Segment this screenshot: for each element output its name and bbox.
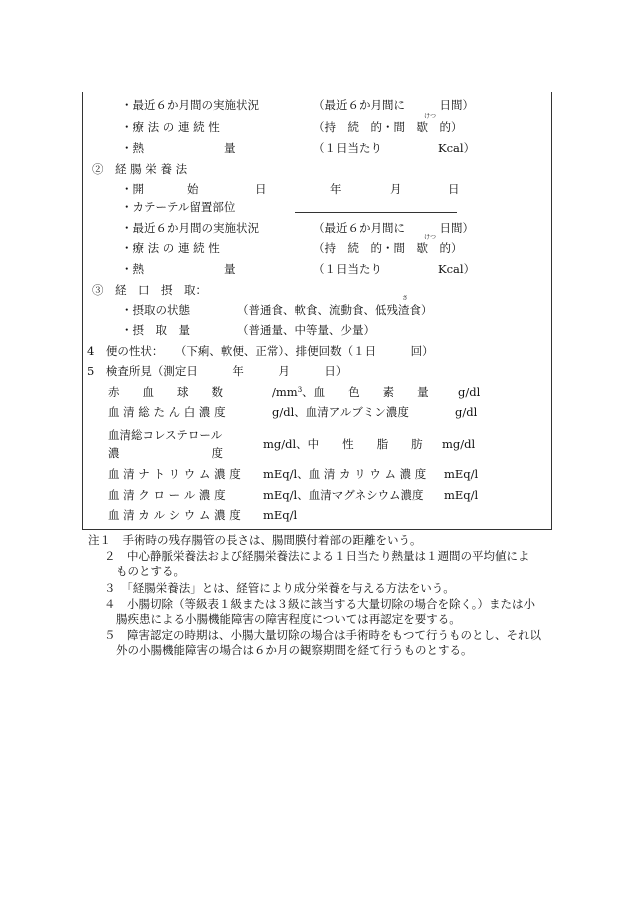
calorie-unit: Kcal） — [438, 141, 476, 155]
note-5-cont: 外の小腸機能障害の場合は６か月の観察期間を経て行うものとする。 — [116, 643, 473, 657]
lab-calcium-label: 血 清 カ ル シ ウ ム 濃 度 — [108, 508, 241, 522]
lab-sodium-label: 血 清 ナ ト リ ウ ム 濃 度 — [108, 467, 241, 481]
calorie-label-b: ・熱 — [121, 262, 144, 276]
recent-6month-value: （最近６か月間に 日間） — [313, 98, 474, 112]
lab-rbc-unit: $/mm^3$、血 色 素 量 — [272, 385, 429, 399]
note-2-cont: ものとする。 — [116, 564, 185, 578]
lab-hb-unit: g/dl — [458, 385, 481, 399]
section-oral: ③ 経 口 摂 取： — [92, 283, 207, 297]
start-date-a: ・開 — [121, 182, 144, 196]
start-day: 日 — [448, 182, 460, 196]
lab-tg-unit: mg/dl — [442, 437, 476, 451]
stool-properties: 4 便の性状： （下痢、軟便、正常）、排便回数（１日 回） — [87, 344, 434, 358]
intake-amount-value: （普通量、中等量、少量） — [237, 323, 375, 337]
lab-rbc-label: 赤 血 球 数 — [108, 385, 223, 399]
calorie-value-b: （１日当たり — [313, 262, 382, 276]
note-4: ４ 小腸切除（等級表１級または３級に該当する大量切除の場合を除く。）または小 — [104, 597, 536, 611]
ruby-ketsu-2: けつ — [424, 234, 437, 241]
lab-cholesterol-label: 血清総コレステロール — [108, 428, 223, 442]
intake-state-value: （普通食、軟食、流動食、低残渣食） — [237, 303, 433, 317]
lab-findings-heading: 5 検査所見（測定日 年 月 日） — [87, 364, 348, 378]
continuity-label-2: ・療 法 の 連 続 性 — [121, 241, 220, 255]
calorie-label: ・熱 — [121, 141, 144, 155]
lab-cholesterol-label-2: 濃 度 — [108, 446, 223, 460]
calorie-value: （１日当たり — [313, 141, 382, 155]
note-4-cont: 腸疾患による小腸機能障害の障害程度については再認定を要する。 — [116, 612, 461, 626]
catheter-site-label: ・カテーテル留置部位 — [121, 200, 236, 214]
calorie-unit-b: Kcal） — [438, 262, 476, 276]
calorie-label-2: 量 — [224, 141, 236, 155]
catheter-site-underline — [295, 212, 457, 213]
lab-magnesium-unit: mEq/l — [444, 488, 479, 502]
lab-chloride-label: 血 清 ク ロ ー ル 濃 度 — [108, 488, 226, 502]
note-1: 注１ 手術時の残存腸管の長さは、腸間膜付着部の距離をいう。 — [88, 533, 422, 547]
ruby-sa: さ — [402, 295, 409, 302]
start-month: 月 — [390, 182, 402, 196]
ruby-ketsu: けつ — [424, 113, 437, 120]
lab-total-protein-label: 血 清 総 た ん 白 濃 度 — [108, 405, 226, 419]
lab-albumin-unit: g/dl — [455, 405, 478, 419]
continuity-value-2: （持 続 的・間 歇 的） — [313, 241, 463, 255]
intake-state-label: ・摂取の状態 — [121, 303, 190, 317]
note-2: ２ 中心静脈栄養法および経腸栄養法による１日当たり熱量は１週間の平均値によ — [104, 549, 530, 563]
lab-potassium-unit: mEq/l — [444, 467, 479, 481]
intake-amount-label: ・摂 取 量 — [121, 323, 190, 337]
calorie-label-b2: 量 — [224, 262, 236, 276]
continuity-value: （持 続 的・間 歇 的） — [313, 120, 463, 134]
recent-6month-label: ・最近６か月間の実施状況 — [121, 98, 259, 112]
lab-sodium-rest: mEq/l、血 清 カ リ ウ ム 濃 度 — [263, 467, 427, 481]
recent-6month-label-2: ・最近６か月間の実施状況 — [121, 221, 259, 235]
section-enteral: ② 経 腸 栄 養 法 — [92, 162, 188, 176]
lab-chloride-rest: mEq/l、血清マグネシウム濃度 — [263, 488, 424, 502]
start-date-c: 日 — [255, 182, 267, 196]
start-date-b: 始 — [187, 182, 199, 196]
lab-cholesterol-rest: mg/dl、中 性 脂 肪 — [263, 437, 423, 451]
lab-calcium-rest: mEq/l — [263, 508, 298, 522]
continuity-label: ・療 法 の 連 続 性 — [121, 120, 220, 134]
lab-total-protein-rest: g/dl、血清アルブミン濃度 — [272, 405, 409, 419]
recent-6month-value-2: （最近６か月間に 日間） — [313, 221, 474, 235]
start-year: 年 — [330, 182, 342, 196]
note-3: ３ 「経腸栄養法」とは、経管により成分栄養を与える方法をいう。 — [104, 581, 455, 595]
note-5: ５ 障害認定の時期は、小腸大量切除の場合は手術時をもつて行うものとし、それ以 — [104, 628, 541, 642]
